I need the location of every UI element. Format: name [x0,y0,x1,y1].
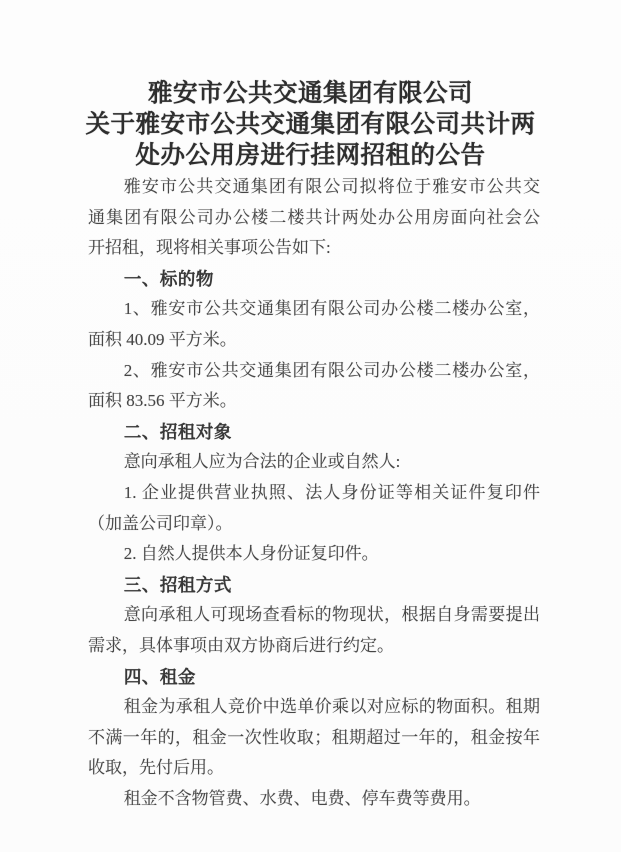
paragraph-line: 1. 企业提供营业执照、法人身份证等相关证件复印件 [123,482,540,502]
paragraph [88,294,540,355]
document-title-line: 处办公用房进行挂网招租的公告 [135,142,486,169]
paragraph-line: 面积 40.09 平方米。 [88,329,237,349]
section-heading: 二、招租对象 [123,421,232,442]
paragraph [88,692,540,784]
section-heading: 一、标的物 [123,268,214,289]
paragraph [88,478,540,539]
paragraph [88,784,540,815]
section-heading: 四、租金 [123,666,196,687]
document-title-line: 雅安市公共交通集团有限公司 [148,80,473,107]
document-title-line: 关于雅安市公共交通集团有限公司共计两 [85,111,536,138]
paragraph [88,172,540,264]
paragraph-line: 需求，具体事项由双方协商后进行约定。 [88,635,394,655]
paragraph [88,539,540,570]
paragraph-line: 租金不含物管费、水费、电费、停车费等费用。 [123,788,481,808]
section-heading: 三、招租方式 [123,574,232,595]
document-body [88,172,540,814]
paragraph-line: 面积 83.56 平方米。 [88,391,237,411]
paragraph-line: 通集团有限公司办公楼二楼共计两处办公用房面向社会公 [88,207,540,227]
paragraph-line: 不满一年的，租金一次性收取；租期超过一年的，租金按年 [88,727,540,747]
paragraph-line: 1、雅安市公共交通集团有限公司办公楼二楼办公室， [123,299,540,319]
paragraph [88,447,540,478]
document-title [0,0,621,171]
paragraph-line: 意向承租人应为合法的企业或自然人: [123,452,401,472]
paragraph-line: 2. 自然人提供本人身份证复印件。 [123,544,379,564]
paragraph-line: 收取，先付后用。 [88,758,224,778]
paragraph-line: 意向承租人可现场查看标的物现状，根据自身需要提出 [123,605,540,625]
paragraph [88,600,540,661]
paragraph-line: 租金为承租人竞价中选单价乘以对应标的物面积。租期 [123,697,540,717]
paragraph-line: （加盖公司印章）。 [88,513,233,533]
paragraph-line: 2、雅安市公共交通集团有限公司办公楼二楼办公室， [123,360,540,380]
paragraph-line: 开招租，现将相关事项公告如下: [88,238,331,258]
paragraph [88,356,540,417]
paragraph-line: 雅安市公共交通集团有限公司拟将位于雅安市公共交 [123,177,540,196]
